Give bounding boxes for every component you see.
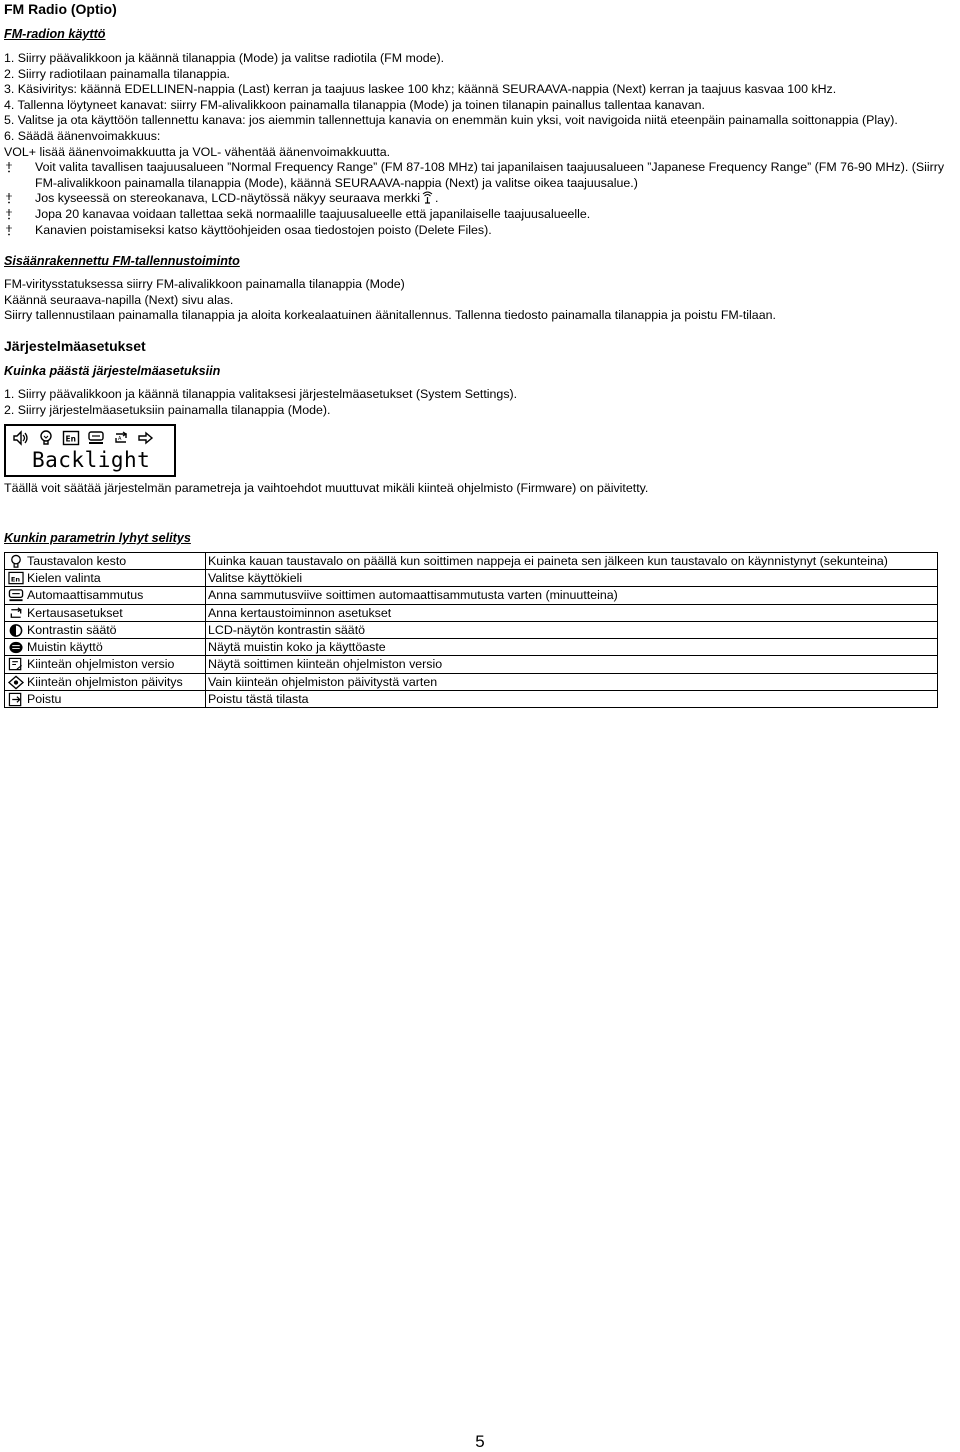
language-icon bbox=[7, 571, 25, 586]
exit-icon bbox=[7, 692, 25, 707]
bulb-icon bbox=[7, 554, 25, 569]
param-name-wrap bbox=[7, 553, 203, 569]
settings-step-2: 2. Siirry järjestelmäasetuksiin painamalla tilanappia (Mode). bbox=[4, 402, 331, 417]
table-row bbox=[5, 569, 938, 586]
param-name-cell bbox=[5, 604, 206, 621]
param-name: Kertausasetukset bbox=[27, 605, 123, 620]
step-4: 4. Tallenna löytyneet kanavat: siirry FM-alivalikkoon painamalla tilanappia (Mode) ja toinen tilanapin painallus tallentaa kanavan. bbox=[4, 97, 705, 112]
param-name: Kontrastin säätö bbox=[27, 622, 117, 637]
param-name-wrap bbox=[7, 691, 203, 707]
param-name-cell bbox=[5, 656, 206, 673]
system-settings-steps bbox=[4, 387, 956, 418]
param-name-wrap bbox=[7, 587, 203, 603]
table-row bbox=[5, 587, 938, 604]
param-name: Muistin käyttö bbox=[27, 640, 103, 655]
svg-text:En: En bbox=[65, 434, 76, 444]
repeat-icon bbox=[7, 606, 25, 621]
volume-note: VOL+ lisää äänenvoimakkuutta ja VOL- vähentää äänenvoimakkuutta. bbox=[4, 144, 391, 159]
svg-text:A: A bbox=[118, 436, 122, 443]
table-row bbox=[5, 604, 938, 621]
repeat-icon bbox=[112, 430, 130, 446]
system-settings-subheading: Kuinka päästä järjestelmäasetuksiin bbox=[4, 363, 221, 378]
settings-description: Täällä voit säätää järjestelmän parametreja ja vaihtoehdot muuttuvat mikäli kiinteä ohjelmisto (Firmware) on päivitetty. bbox=[4, 481, 649, 496]
lcd-icon-row bbox=[12, 430, 155, 446]
param-name-wrap bbox=[7, 656, 203, 672]
param-description: Poistu tästä tilasta bbox=[206, 691, 938, 708]
param-name: Automaattisammutus bbox=[27, 588, 144, 603]
document-page bbox=[4, 0, 956, 708]
recording-line-3: Siirry tallennustilaan painamalla tilanappia ja aloita korkealaatuinen äänitallennus. Tallenna tiedosto painamalla tilanappia ja poistu FM-tilaan. bbox=[4, 308, 776, 323]
param-name-cell bbox=[5, 587, 206, 604]
param-description: LCD-näytön kontrastin säätö bbox=[206, 621, 938, 638]
note-icon bbox=[4, 162, 14, 173]
param-description: Näytä muistin koko ja käyttöaste bbox=[206, 639, 938, 656]
language-icon bbox=[62, 430, 80, 446]
arrow-right-icon bbox=[137, 430, 155, 446]
note-icon bbox=[4, 193, 14, 204]
bulb-icon bbox=[37, 430, 55, 446]
memory-icon bbox=[7, 640, 25, 655]
param-name-wrap bbox=[7, 605, 203, 621]
power-off-icon bbox=[7, 588, 25, 603]
table-row bbox=[5, 639, 938, 656]
params-heading: Kunkin parametrin lyhyt selitys bbox=[4, 530, 191, 545]
note-frequency-range bbox=[4, 160, 956, 191]
table-row bbox=[5, 621, 938, 638]
table-row bbox=[5, 552, 938, 569]
note-icon bbox=[4, 209, 14, 220]
param-name: Poistu bbox=[27, 692, 62, 707]
param-description: Kuinka kauan taustavalo on päällä kun soittimen nappeja ei paineta sen jälkeen kun taustavalo on käynnistynyt (sekunteina) bbox=[206, 552, 938, 569]
param-name-cell bbox=[5, 621, 206, 638]
fm-recording-heading: Sisäänrakennettu FM-tallennustoiminto bbox=[4, 254, 240, 269]
note-suffix: . bbox=[434, 191, 439, 206]
fm-recording-text bbox=[4, 277, 956, 324]
fm-usage-heading: FM-radion käyttö bbox=[4, 27, 106, 41]
note-channels bbox=[4, 207, 956, 223]
param-name: Taustavalon kesto bbox=[27, 553, 127, 568]
note-text: Kanavien poistamiseksi katso käyttöohjeiden osaa tiedostojen poisto (Delete Files). bbox=[35, 222, 492, 237]
fm-usage-steps bbox=[4, 51, 956, 160]
note-text: Jos kyseessä on stereokanava, LCD-näytössä näkyy seuraava merkki bbox=[35, 191, 420, 206]
lcd-screen-illustration bbox=[4, 424, 176, 477]
param-name-wrap bbox=[7, 622, 203, 638]
step-3: 3. Käsiviritys: käännä EDELLINEN-nappia (Last) kerran ja taajuus laskee 100 khz; käännä SEURAAVA-nappia (Next) kerran ja taajuus kasvaa 100 kHz. bbox=[4, 82, 837, 97]
note-text: Jopa 20 kanavaa voidaan tallettaa sekä normaalille taajuusalueelle että japanilaiselle taajuusalueelle. bbox=[35, 206, 591, 221]
step-1: 1. Siirry päävalikkoon ja käännä tilanappia (Mode) ja valitse radiotila (FM mode). bbox=[4, 51, 445, 65]
table-row bbox=[5, 691, 938, 708]
stereo-icon bbox=[422, 191, 433, 204]
param-description: Näytä soittimen kiinteän ohjelmiston versio bbox=[206, 656, 938, 673]
param-name: Kielen valinta bbox=[27, 570, 101, 585]
step-2: 2. Siirry radiotilaan painamalla tilanappia. bbox=[4, 66, 230, 81]
param-name: Kiinteän ohjelmiston päivitys bbox=[27, 674, 183, 689]
note-text: Voit valita tavallisen taajuusalueen ”Normal Frequency Range” (FM 87-108 MHz) tai japanilaisen taajuusalueen ”Japanese Frequency Range” (FM 76-90 MHz). (Siirry FM-alivalikkoon painamalla tilanappia (Mode), käännä SEURAAVA-nappia (Next) ja valitse oikea taajuusalue.) bbox=[35, 160, 945, 190]
system-settings-heading: Järjestelmäasetukset bbox=[4, 337, 146, 354]
page-title: FM Radio (Optio) bbox=[4, 1, 117, 17]
param-name-wrap bbox=[7, 639, 203, 655]
note-delete bbox=[4, 223, 956, 239]
step-5: 5. Valitse ja ota käyttöön tallennettu kanava: jos aiemmin tallennettuja kanavia on enemmän kuin yksi, voit navigoida niitä eteenpäin painamalla soittonappia (Play). bbox=[4, 113, 898, 128]
param-name-cell bbox=[5, 569, 206, 586]
recording-line-1: FM-viritysstatuksessa siirry FM-alivalikkoon painamalla tilanappia (Mode) bbox=[4, 277, 405, 292]
param-name-wrap bbox=[7, 570, 203, 586]
note-stereo bbox=[4, 191, 956, 207]
param-description: Valitse käyttökieli bbox=[206, 569, 938, 586]
page-number: 5 bbox=[475, 1432, 485, 1451]
recording-line-2: Käännä seuraava-napilla (Next) sivu alas. bbox=[4, 292, 234, 307]
power-off-icon bbox=[87, 430, 105, 446]
fm-usage-notes bbox=[4, 160, 956, 238]
param-name-cell bbox=[5, 673, 206, 690]
param-description: Vain kiinteän ohjelmiston päivitystä varten bbox=[206, 673, 938, 690]
table-row bbox=[5, 656, 938, 673]
contrast-icon bbox=[7, 623, 25, 638]
param-name-wrap bbox=[7, 674, 203, 690]
param-name-cell bbox=[5, 691, 206, 708]
param-name-cell bbox=[5, 552, 206, 569]
params-table-body bbox=[5, 552, 938, 708]
step-6: 6. Säädä äänenvoimakkuus: bbox=[4, 128, 161, 143]
firmware-update-icon bbox=[7, 675, 25, 690]
param-description: Anna kertaustoiminnon asetukset bbox=[206, 604, 938, 621]
table-row bbox=[5, 673, 938, 690]
note-icon bbox=[4, 225, 14, 236]
param-name: Kiinteän ohjelmiston versio bbox=[27, 657, 175, 672]
firmware-version-icon bbox=[7, 657, 25, 672]
sound-icon bbox=[12, 430, 30, 446]
param-name-cell bbox=[5, 639, 206, 656]
settings-step-1: 1. Siirry päävalikkoon ja käännä tilanappia valitaksesi järjestelmäasetukset (System Settings). bbox=[4, 386, 518, 401]
lcd-backlight-label: Backlight bbox=[32, 448, 151, 473]
svg-text:En: En bbox=[10, 575, 20, 584]
params-table bbox=[4, 552, 938, 709]
param-description: Anna sammutusviive soittimen automaattisammutusta varten (minuutteina) bbox=[206, 587, 938, 604]
